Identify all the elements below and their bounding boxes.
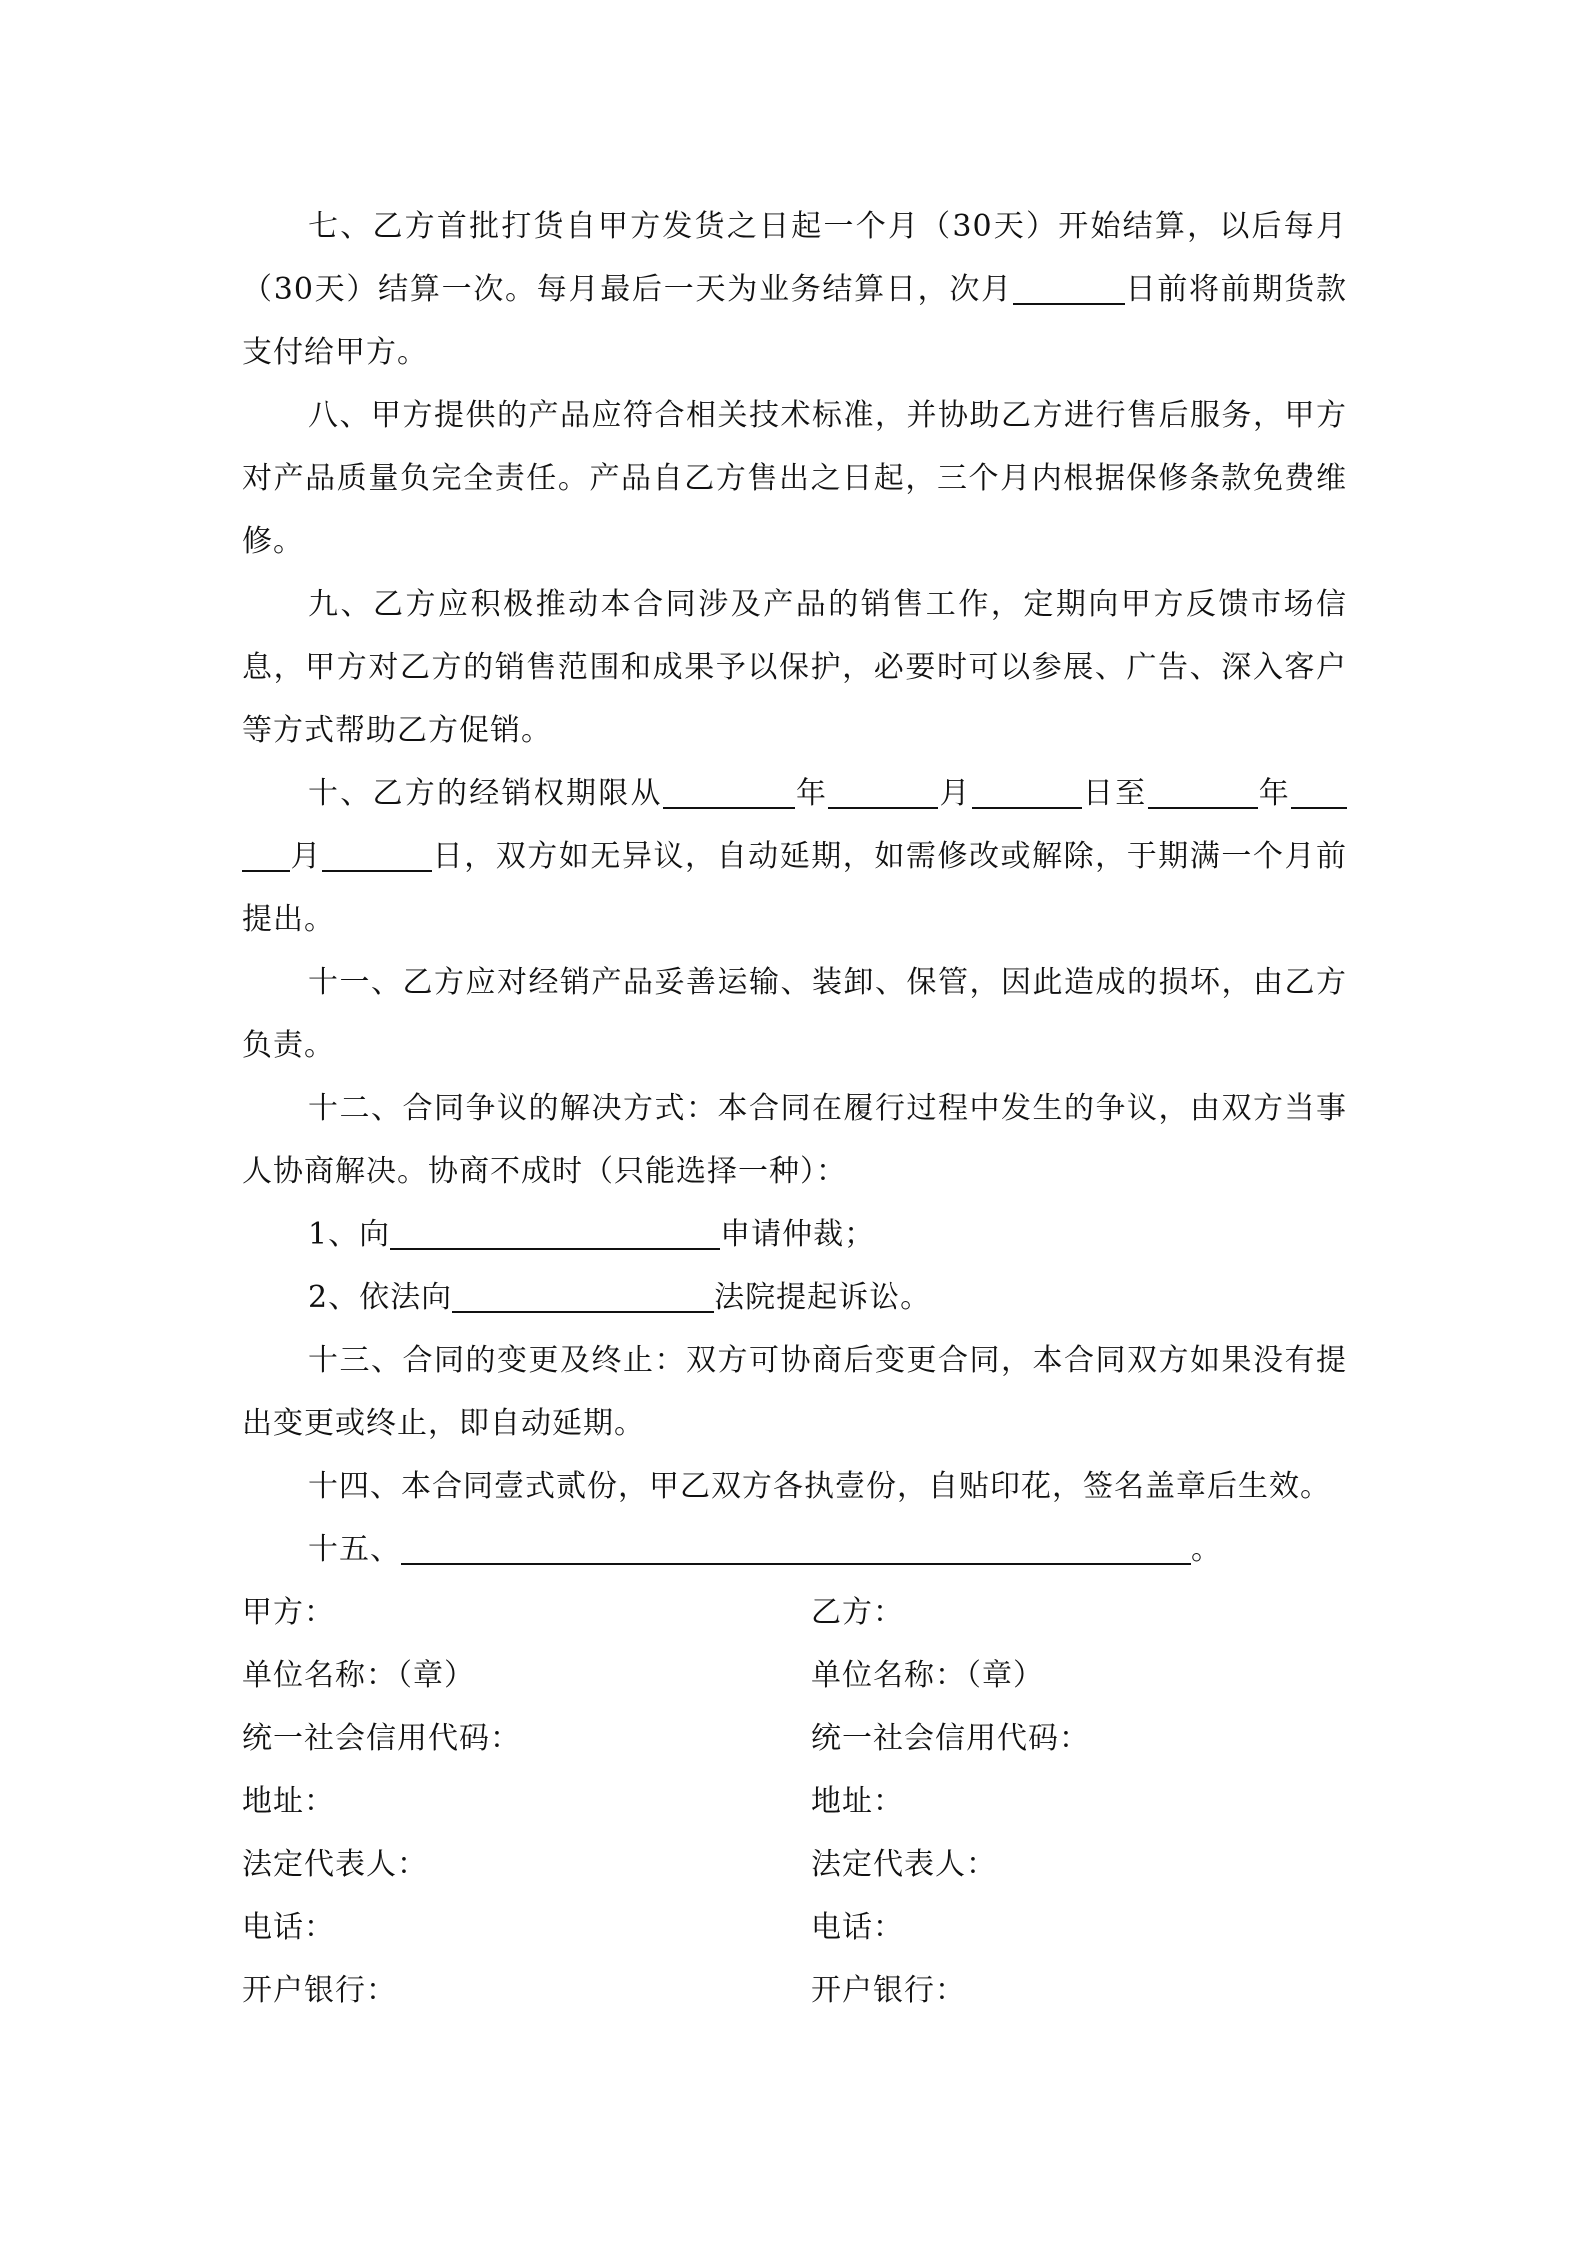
party-b-address: 地址： (811, 1784, 904, 1819)
clause-14: 十四、本合同壹式贰份，甲乙双方各执壹份，自贴印花，签名盖章后生效。 (308, 1469, 1331, 1504)
clause-10-month-1: 月 (938, 776, 972, 811)
party-b-phone: 电话： (811, 1910, 904, 1945)
clause-12-option-1-text-b: 申请仲裁； (720, 1217, 876, 1252)
clause-12-option-1-blank (390, 1214, 720, 1250)
clause-10-year-1: 年 (794, 776, 829, 811)
clause-15 (242, 1518, 1347, 1581)
party-b-credit-code: 统一社会信用代码： (811, 1721, 1090, 1756)
party-a-address: 地址： (242, 1784, 335, 1819)
clause-15-text-b: 。 (1191, 1532, 1222, 1567)
clause-12-option-1-text-a: 1、向 (308, 1217, 391, 1252)
clause-10-blank-month-2a (1291, 773, 1347, 809)
clause-10-day-to: 日至 (1081, 776, 1148, 811)
clause-10-blank-month-1 (828, 773, 938, 809)
clause-12: 十二、合同争议的解决方式：本合同在履行过程中发生的争议，由双方当事人协商解决。协商不成时（只能选择一种）： (242, 1091, 1347, 1189)
clause-11: 十一、乙方应对经销产品妥善运输、装卸、保管，因此造成的损坏，由乙方负责。 (242, 965, 1347, 1063)
clause-12-option-2-text-b: 法院提起诉讼。 (714, 1280, 932, 1315)
clause-10-blank-year-2 (1148, 773, 1258, 809)
party-a-bank: 开户银行： (242, 1973, 397, 2008)
clause-15-blank (401, 1529, 1191, 1565)
clause-12-option-2 (242, 1266, 1347, 1329)
clause-7 (242, 195, 1347, 384)
clause-12-option-1 (242, 1203, 1347, 1266)
clause-10-blank-month-2b (242, 836, 290, 872)
clause-10-blank-year-1 (663, 773, 795, 809)
clause-7-text-b: 日前将前期货款支付给甲方。 (242, 272, 1347, 370)
clause-12-option-2-text-a: 2、依法向 (308, 1280, 453, 1315)
clause-7-blank-day (1013, 269, 1125, 305)
clause-10-text-a: 十、乙方的经销权期限从 (308, 776, 663, 811)
party-a-unit: 单位名称：（章） (242, 1658, 475, 1693)
party-a-legal-rep: 法定代表人： (242, 1847, 428, 1882)
clause-10-year-2: 年 (1257, 776, 1291, 811)
clause-10-blank-day-2 (322, 836, 432, 872)
clause-10-text-b: 日，双方如无异议，自动延期，如需修改或解除，于期满一个月前提出。 (242, 839, 1348, 937)
party-b-legal-rep: 法定代表人： (811, 1847, 997, 1882)
party-b-unit: 单位名称：（章） (811, 1658, 1044, 1693)
party-b-title: 乙方： (811, 1595, 904, 1630)
clause-10 (242, 762, 1347, 951)
clause-13: 十三、合同的变更及终止：双方可协商后变更合同，本合同双方如果没有提出变更或终止，即自动延期。 (242, 1343, 1347, 1441)
party-b-bank: 开户银行： (811, 1973, 966, 2008)
clause-7-text-a: 七、乙方首批打货自甲方发货之日起一个月（30天）开始结算，以后每月（30天）结算一次。每月最后一天为业务结算日，次月 (242, 209, 1347, 307)
clause-12-option-2-blank (452, 1277, 714, 1313)
clause-9: 九、乙方应积极推动本合同涉及产品的销售工作，定期向甲方反馈市场信息，甲方对乙方的销售范围和成果予以保护，必要时可以参展、广告、深入客户等方式帮助乙方促销。 (242, 587, 1347, 748)
clause-10-month-2: 月 (290, 839, 323, 874)
party-a-credit-code: 统一社会信用代码： (242, 1721, 521, 1756)
clause-10-blank-day-1 (972, 773, 1082, 809)
party-a-title: 甲方： (242, 1595, 335, 1630)
clause-8: 八、甲方提供的产品应符合相关技术标准，并协助乙方进行售后服务，甲方对产品质量负完全责任。产品自乙方售出之日起，三个月内根据保修条款免费维修。 (242, 398, 1347, 559)
party-a-phone: 电话： (242, 1910, 335, 1945)
clause-15-text-a: 十五、 (308, 1532, 401, 1567)
